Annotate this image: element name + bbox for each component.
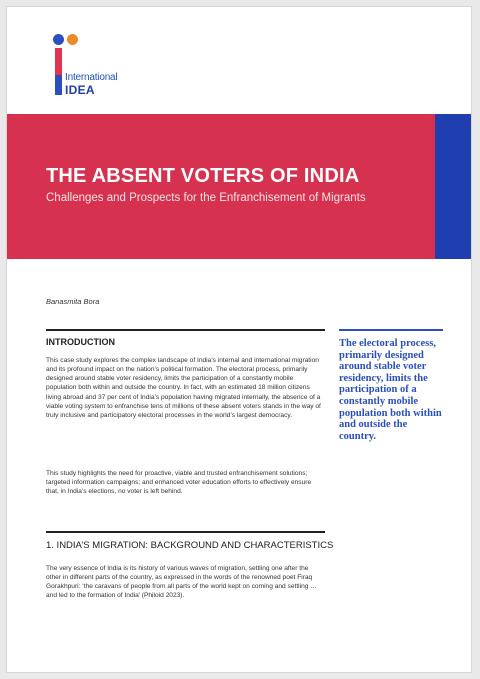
- logo-text-international: International: [65, 72, 118, 83]
- banner-accent-stripe: [435, 114, 472, 259]
- document-title: THE ABSENT VOTERS OF INDIA: [46, 165, 360, 187]
- intro-rule: [46, 329, 325, 331]
- document-page: [6, 6, 472, 673]
- pull-quote-rule: [339, 329, 443, 331]
- section1-rule: [46, 531, 325, 533]
- intro-heading: INTRODUCTION: [46, 337, 115, 347]
- section1-paragraph-1: The very essence of India is its history of various waves of migration, settling one after the other in different parts of the country, as expressed in the words of the renowned poet Firaq Gorakhpuri: ‘the caravans of people from all parts of the world kept on coming and settling … and led to the formation of India’ (Philoid 2023).: [46, 565, 317, 600]
- author-name: Banasmita Bora: [46, 297, 100, 306]
- logo-blue-bar: [55, 75, 62, 95]
- logo-text-idea: IDEA: [65, 83, 95, 97]
- logo-pink-bar: [55, 48, 62, 75]
- international-idea-logo: [47, 34, 137, 104]
- intro-paragraph-2: This study highlights the need for proactive, viable and trusted enfranchisement solutions; targeted information campaigns; and enhanced voter education efforts to effectively ensure that, in India’s elections, no voter is left behind.: [46, 470, 312, 496]
- section1-heading: 1. INDIA’S MIGRATION: BACKGROUND AND CHARACTERISTICS: [46, 540, 334, 551]
- pull-quote: The electoral process, primarily designed around stable voter residency, limits the participation of a constantly mobile population both within and outside the country.: [339, 338, 442, 442]
- logo-blue-dot: [53, 34, 64, 45]
- document-subtitle: Challenges and Prospects for the Enfranchisement of Migrants: [46, 192, 366, 204]
- logo-orange-dot: [67, 34, 78, 45]
- intro-paragraph-1: This case study explores the complex landscape of India’s internal and international migration and its profound impact on the nation’s political formation. The electoral process, primarily designed around stable voter residency, limits the participation of a constantly mobile population both within and outside the country. In fact, with an estimated 18 million citizens living abroad and 37 per cent of India’s population having migrated internally, the absence of a viable voting system to enfranchise tens of millions of these absent voters stands in the way of truly inclusive and participatory electoral processes in the world’s largest democracy.: [46, 357, 321, 419]
